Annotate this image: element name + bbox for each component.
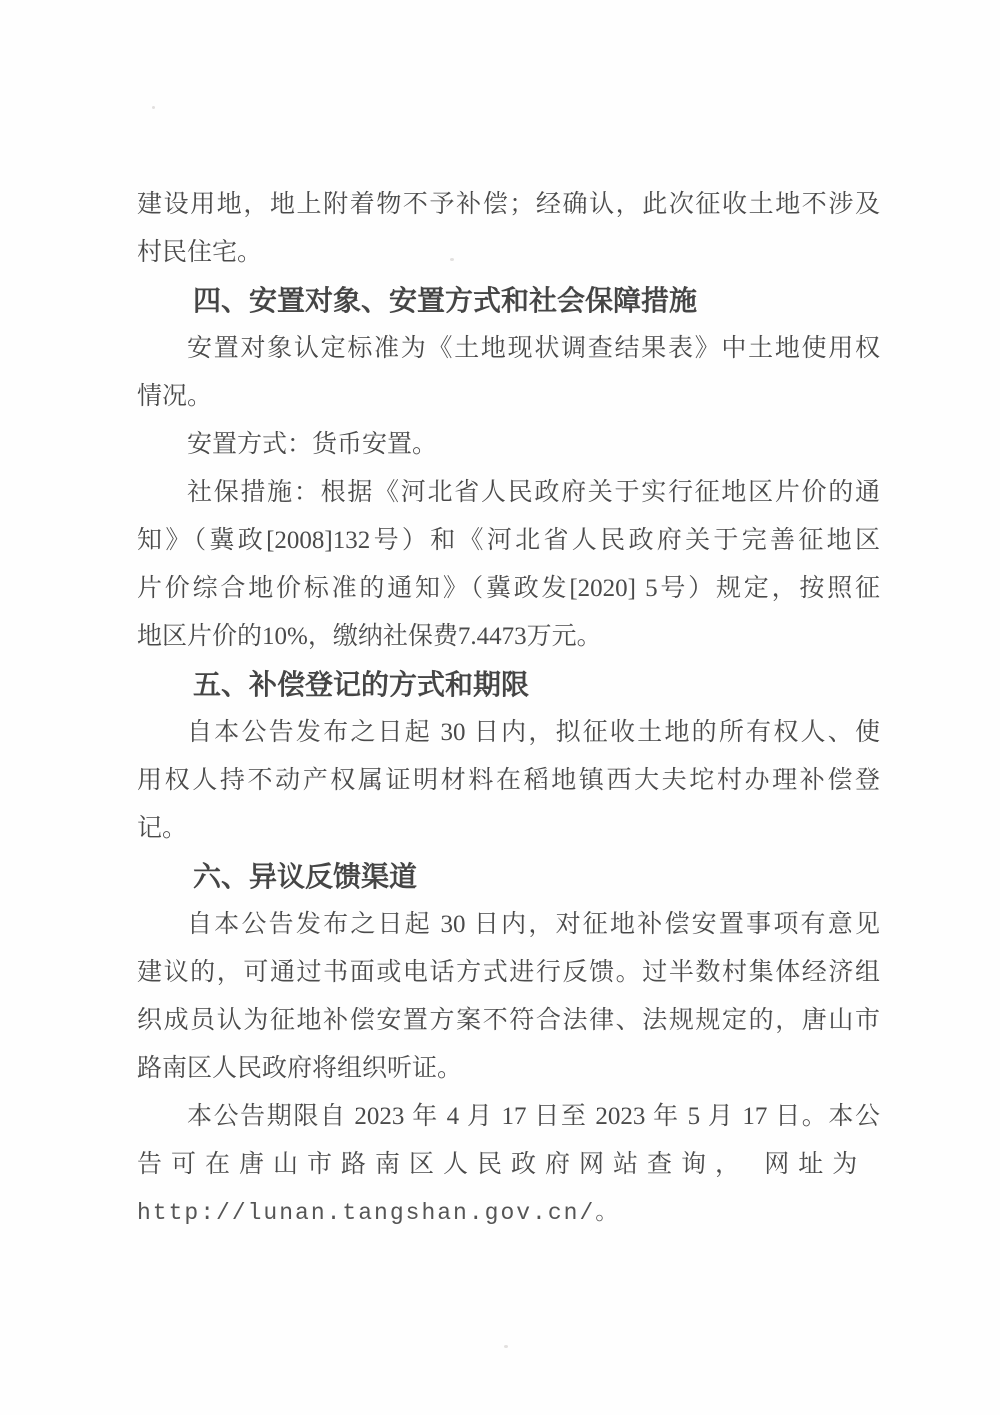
text-line: 自本公告发布之日起 30 日内，拟征收土地的所有权人、使 [187, 719, 880, 746]
scan-speck [152, 106, 155, 109]
section-heading-5: 五、补偿登记的方式和期限 [193, 669, 530, 700]
text-line: 安置对象认定标准为《土地现状调查结果表》中土地使用权 [187, 335, 880, 362]
text-line: 村民住宅。 [137, 239, 263, 266]
announcement-text-block [137, 181, 880, 1237]
text-line: 片价综合地价标准的通知》（冀政发[2020] 5号）规定，按照征 [137, 575, 880, 602]
text-line: 用权人持不动产权属证明材料在稻地镇西大夫坨村办理补偿登 [137, 767, 880, 794]
text-line: 织成员认为征地补偿安置方案不符合法律、法规规定的，唐山市 [137, 1007, 880, 1034]
text-line: 情况。 [137, 383, 213, 410]
scan-speck [504, 1345, 508, 1348]
text-line: 自本公告发布之日起 30 日内，对征地补偿安置事项有意见 [187, 911, 880, 938]
text-line: 告可在唐山市路南区人民政府网站查询， 网址为 [137, 1151, 867, 1178]
text-line: 路南区人民政府将组织听证。 [137, 1055, 463, 1082]
text-line: 社保措施：根据《河北省人民政府关于实行征地区片价的通 [187, 479, 880, 506]
text-line: 地区片价的10%，缴纳社保费7.4473万元。 [137, 623, 602, 650]
text-line: 知》（冀政[2008]132号）和《河北省人民政府关于完善征地区 [137, 527, 880, 554]
section-heading-6: 六、异议反馈渠道 [193, 861, 418, 892]
text-line: 建设用地，地上附着物不予补偿；经确认，此次征收土地不涉及 [137, 191, 880, 218]
text-line: 建议的，可通过书面或电话方式进行反馈。过半数村集体经济组 [137, 959, 880, 986]
section-heading-4: 四、安置对象、安置方式和社会保障措施 [193, 285, 698, 316]
text-line: 记。 [137, 815, 188, 842]
text-line: 安置方式：货币安置。 [187, 431, 438, 458]
text-line: 本公告期限自 2023 年 4 月 17 日至 2023 年 5 月 17 日。本公 [187, 1103, 880, 1130]
website-url-text: http://lunan.tangshan.gov.cn/。 [137, 1200, 621, 1226]
